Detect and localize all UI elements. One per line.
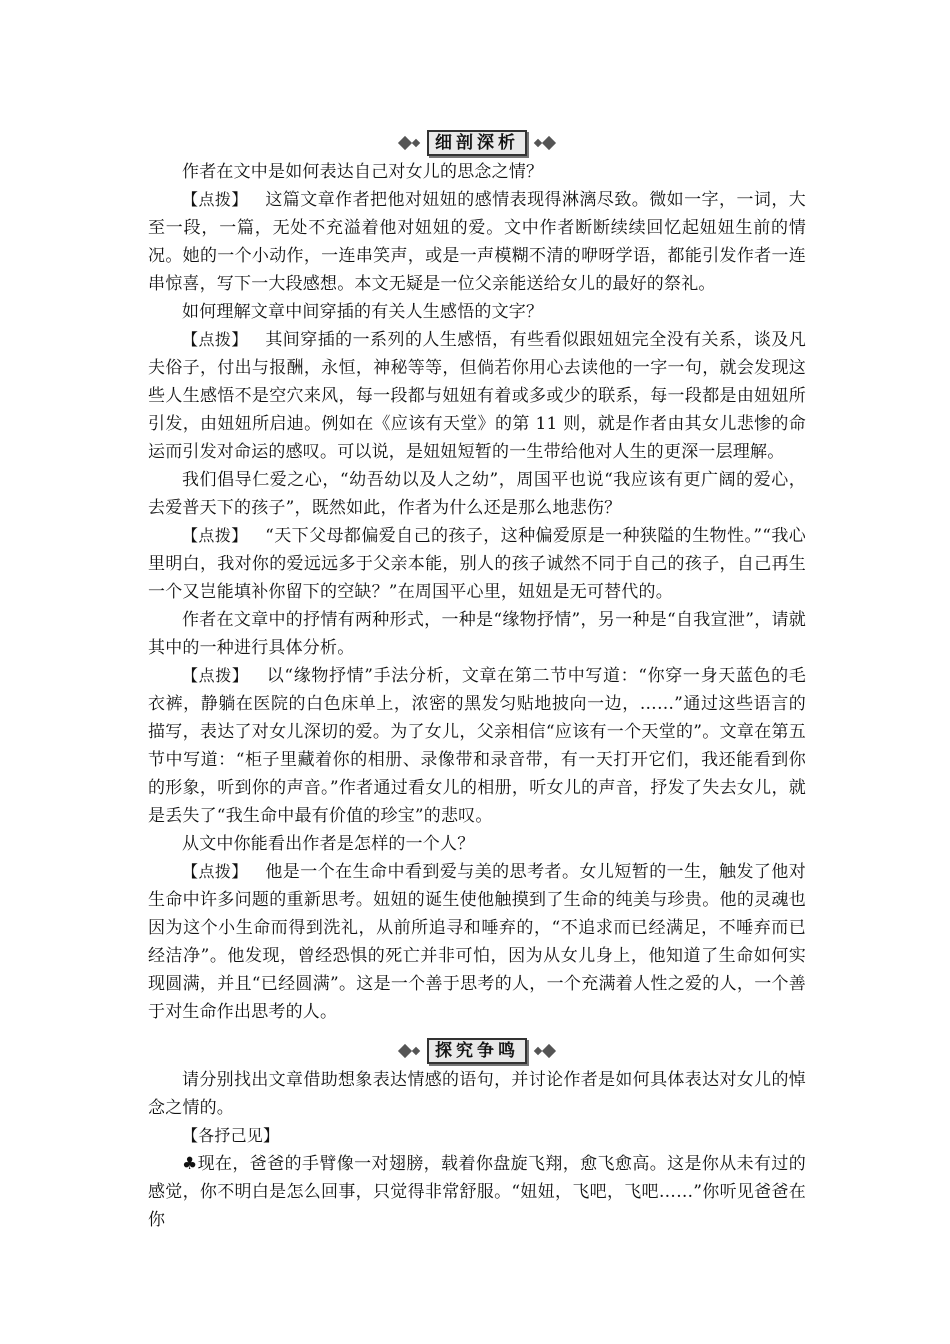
- document-page: [148, 128, 806, 1234]
- answer-5: [148, 858, 806, 1026]
- hint-tag: 【点拨】: [182, 330, 248, 349]
- answer-text: 以“缘物抒情”手法分析，文章在第二节中写道：“你穿一身天蓝色的毛衣裤，静躺在医院的白色床单上，浓密的黑发匀贴地披向一边，……”通过这些语言的描写，表达了对女儿深切的爱。为了女儿，父亲相信“应该有一个天堂的”。文章在第五节中写道：“柜子里藏着你的相册、录像带和录音带，有一天打开它们，我还能看到你的形象，听到你的声音。”作者通过看女儿的相册，听女儿的声音，抒发了失去女儿，就是丢失了“我生命中最有价值的珍宝”的悲叹。: [148, 666, 806, 826]
- question-5: 从文中你能看出作者是怎样的一个人？: [182, 834, 475, 854]
- answer-text: 他是一个在生命中看到爱与美的思考者。女儿短暂的一生，触发了他对生命中许多问题的重新思考。妞妞的诞生使他触摸到了生命的纯美与珍贵。他的灵魂也因为这个小生命而得到洗礼，从前所追寻和唾弃的，“不追求而已经满足，不唾弃而已经洁净”。他发现，曾经恐惧的死亡并非可怕，因为从女儿身上，他知道了生命如何实现圆满，并且“已经圆满”。这是一个善于思考的人，一个充满着人性之爱的人，一个善于对生命作出思考的人。: [148, 862, 806, 1022]
- section-header-analysis: [148, 128, 806, 158]
- discussion-prompt: 请分别找出文章借助想象表达情感的语句，并讨论作者是如何具体表达对女儿的悼念之情的。: [148, 1070, 806, 1118]
- quote-paragraph: [148, 1150, 806, 1234]
- question-2: 如何理解文章中间穿插的有关人生感悟的文字？: [182, 302, 544, 322]
- section-title: 探究争鸣: [427, 1038, 527, 1064]
- opinion-tag: 【各抒己见】: [182, 1126, 280, 1145]
- hint-tag: 【点拨】: [182, 190, 248, 209]
- answer-text: 这篇文章作者把他对妞妞的感情表现得淋漓尽致。微如一字，一词，大至一段，一篇，无处不充溢着他对妞妞的爱。文中作者断断续续回忆起妞妞生前的情况。她的一个小动作，一连串笑声，或是一声模糊不清的咿呀学语，都能引发作者一连串惊喜，写下一大段感想。本文无疑是一位父亲能送给女儿的最好的祭礼。: [148, 190, 806, 294]
- left-diamond-ornament: [400, 1046, 419, 1056]
- answer-1: [148, 186, 806, 298]
- right-diamond-ornament: [535, 138, 554, 148]
- question-1: 作者在文中是如何表达自己对女儿的思念之情？: [182, 162, 544, 182]
- club-bullet-icon: ♣: [182, 1154, 198, 1174]
- hint-tag: 【点拨】: [182, 862, 248, 881]
- left-diamond-ornament: [400, 138, 419, 148]
- hint-tag: 【点拨】: [182, 526, 248, 545]
- section-header-discussion: [148, 1036, 806, 1066]
- question-3: 我们倡导仁爱之心，“幼吾幼以及人之幼”，周国平也说“我应该有更广阔的爱心，去爱普天下的孩子”，既然如此，作者为什么还是那么地悲伤？: [148, 470, 806, 518]
- quote-text: 现在，爸爸的手臂像一对翅膀，载着你盘旋飞翔，愈飞愈高。这是你从未有过的感觉，你不明白是怎么回事，只觉得非常舒服。“妞妞，飞吧，飞吧……”你听见爸爸在你: [148, 1154, 806, 1230]
- answer-text: “天下父母都偏爱自己的孩子，这种偏爱原是一种狭隘的生物性。”“我心里明白，我对你的爱远远多于父亲本能，别人的孩子诚然不同于自己的孩子，自己再生一个又岂能填补你留下的空缺？”在周国平心里，妞妞是无可替代的。: [148, 526, 807, 602]
- answer-4: [148, 662, 806, 830]
- right-diamond-ornament: [535, 1046, 554, 1056]
- question-4: 作者在文章中的抒情有两种形式，一种是“缘物抒情”，另一种是“自我宣泄”，请就其中的一种进行具体分析。: [148, 610, 806, 658]
- section-title: 细剖深析: [427, 130, 527, 156]
- answer-text: 其间穿插的一系列的人生感悟，有些看似跟妞妞完全没有关系，谈及凡夫俗子，付出与报酬，永恒，神秘等等，但倘若你用心去读他的一字一句，就会发现这些人生感悟不是空穴来风，每一段都与妞妞有着或多或少的联系，每一段都是由妞妞所引发，由妞妞所启迪。例如在《应该有天堂》的第 11 则，就是作者由其女儿悲惨的命运而引发对命运的感叹。可以说，是妞妞短暂的一生带给他对人生的更深一层理解。: [148, 330, 806, 462]
- hint-tag: 【点拨】: [182, 666, 249, 685]
- answer-2: [148, 326, 806, 466]
- answer-3: [148, 522, 806, 606]
